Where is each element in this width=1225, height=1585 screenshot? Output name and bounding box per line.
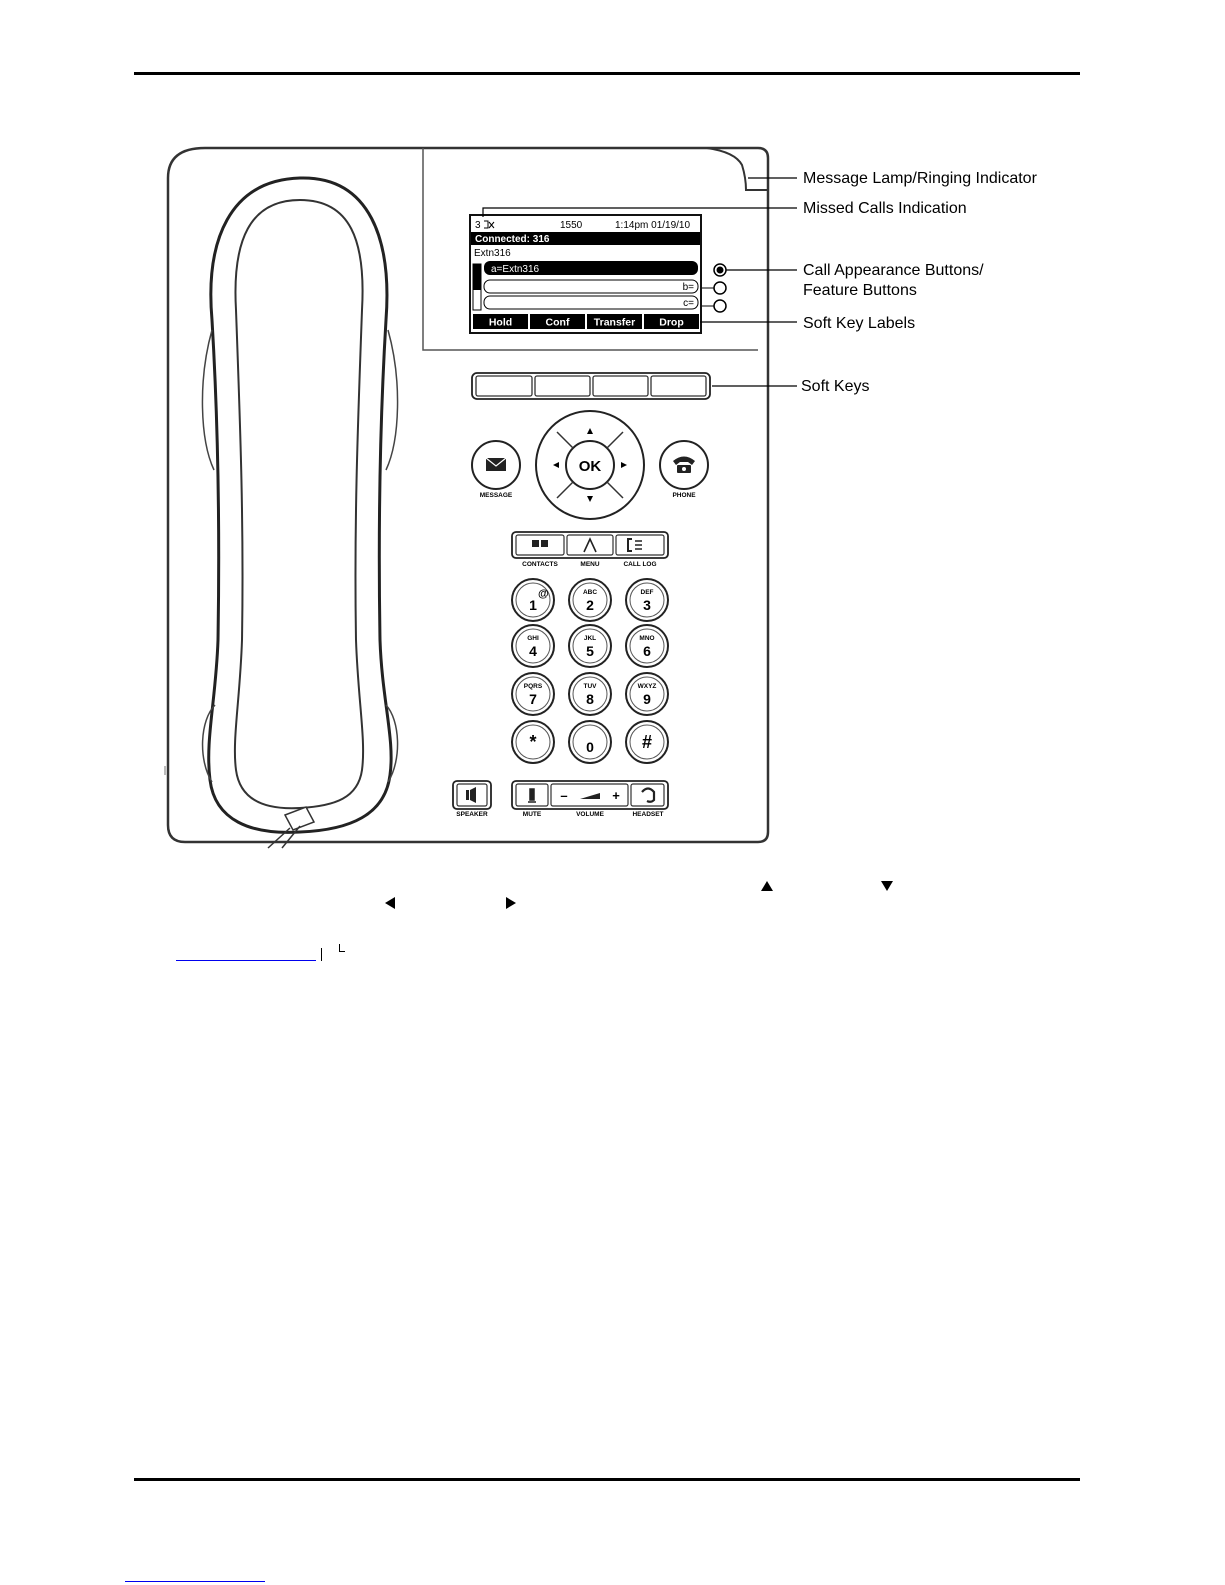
appearance-label: c= [683,298,694,309]
keypad-key-6[interactable] [626,625,668,667]
svg-text:PHONE: PHONE [672,492,696,499]
up-arrow-icon [760,880,774,892]
call-appearance-button-3[interactable] [714,300,726,312]
key-letters: PQRS [523,683,543,690]
screen-subheader: Extn316 [474,248,511,259]
keypad-key-0[interactable] [569,721,611,763]
call-log-label: CALL LOG [623,561,657,568]
keypad-key-1[interactable] [512,579,554,621]
key-digit: 3 [643,597,651,613]
svg-text:Transfer: Transfer [593,316,636,329]
soft-keys[interactable] [472,373,710,399]
handset [202,178,397,848]
key-digit: 4 [529,643,537,659]
key-letters: JKL [583,635,597,642]
key-letters: TUV [583,683,597,690]
key-digit: 0 [586,739,594,755]
menu-label: MENU [580,561,600,568]
soft-key-label-transfer [587,314,642,329]
key-digit: 9 [643,691,651,707]
keypad-key-9[interactable] [626,673,668,715]
status-time: 1:14pm 01/19/10 [615,220,691,231]
keypad-key-3[interactable] [626,579,668,621]
display-screen [470,215,701,333]
soft-key-4[interactable] [651,376,706,396]
key-digit: 8 [586,691,594,707]
svg-text:MESSAGE: MESSAGE [479,492,513,499]
key-digit: 6 [643,643,651,659]
speaker-button[interactable] [453,781,491,818]
status-extension: 1550 [560,220,583,231]
soft-key-label-drop [644,314,699,329]
key-letters: MNO [639,635,655,642]
feature-button-bar [512,532,668,568]
corner-mark [339,944,345,952]
screen-header: Connected: 316 [475,234,550,245]
appearance-label: a=Extn316 [491,264,540,275]
soft-key-2[interactable] [535,376,590,396]
key-letters: GHI [527,635,539,642]
headset-label: HEADSET [632,811,664,818]
keypad-key-8[interactable] [569,673,611,715]
appearance-row-c[interactable] [484,296,698,309]
right-arrow-icon [505,896,517,910]
navigation-pad[interactable] [536,411,644,519]
callout-soft-keys: Soft Keys [801,378,870,395]
callout-call-appearance-line1: Call Appearance Buttons/ [803,262,984,279]
missed-calls-count: 3 [475,220,481,231]
mute-label: MUTE [522,811,542,818]
footer-link-underline[interactable] [125,1581,265,1582]
soft-key-1[interactable] [476,376,532,396]
key-digit: * [529,732,537,752]
volume-label: VOLUME [576,811,604,818]
key-digit: 7 [529,691,537,707]
appearance-row-b[interactable] [484,280,698,293]
key-digit: 2 [586,597,594,613]
key-digit: 5 [586,643,594,659]
keypad-key-2[interactable] [569,579,611,621]
down-arrow-icon [880,880,894,892]
key-letters: ABC [582,589,598,596]
svg-text:Drop: Drop [659,316,684,329]
key-digit: 1 [529,597,537,613]
link-underline[interactable] [176,960,316,961]
keypad-key-4[interactable] [512,625,554,667]
callout-soft-key-labels: Soft Key Labels [803,315,916,332]
soft-key-label-conf [530,314,585,329]
volume-plus: + [612,788,620,803]
key-letters: WXYZ [637,683,657,690]
callout-message-lamp: Message Lamp/Ringing Indicator [803,170,1037,187]
appearance-label: b= [682,282,694,293]
keypad-key-hash[interactable] [626,721,668,763]
ok-label: OK [578,458,602,475]
key-digit: # [641,732,653,752]
soft-key-3[interactable] [593,376,648,396]
callout-call-appearance-line2: Feature Buttons [803,282,917,299]
text-cursor-mark [321,948,322,961]
left-arrow-icon [384,896,396,910]
soft-key-label-hold [473,314,528,329]
callout-missed-calls: Missed Calls Indication [803,200,967,217]
svg-text:SPEAKER: SPEAKER [456,811,488,818]
contacts-button[interactable] [516,535,564,555]
svg-text:Conf: Conf [545,316,570,329]
call-appearance-button-2[interactable] [714,282,726,294]
keypad-key-7[interactable] [512,673,554,715]
headset-button[interactable] [631,784,664,806]
contacts-label: CONTACTS [522,561,558,568]
key-letters: DEF [640,589,654,596]
audio-controls [512,781,668,818]
keypad-key-5[interactable] [569,625,611,667]
volume-minus: – [560,788,568,803]
at-symbol-icon: @ [538,588,549,600]
svg-text:Hold: Hold [488,316,513,329]
keypad-key-star[interactable] [512,721,554,763]
